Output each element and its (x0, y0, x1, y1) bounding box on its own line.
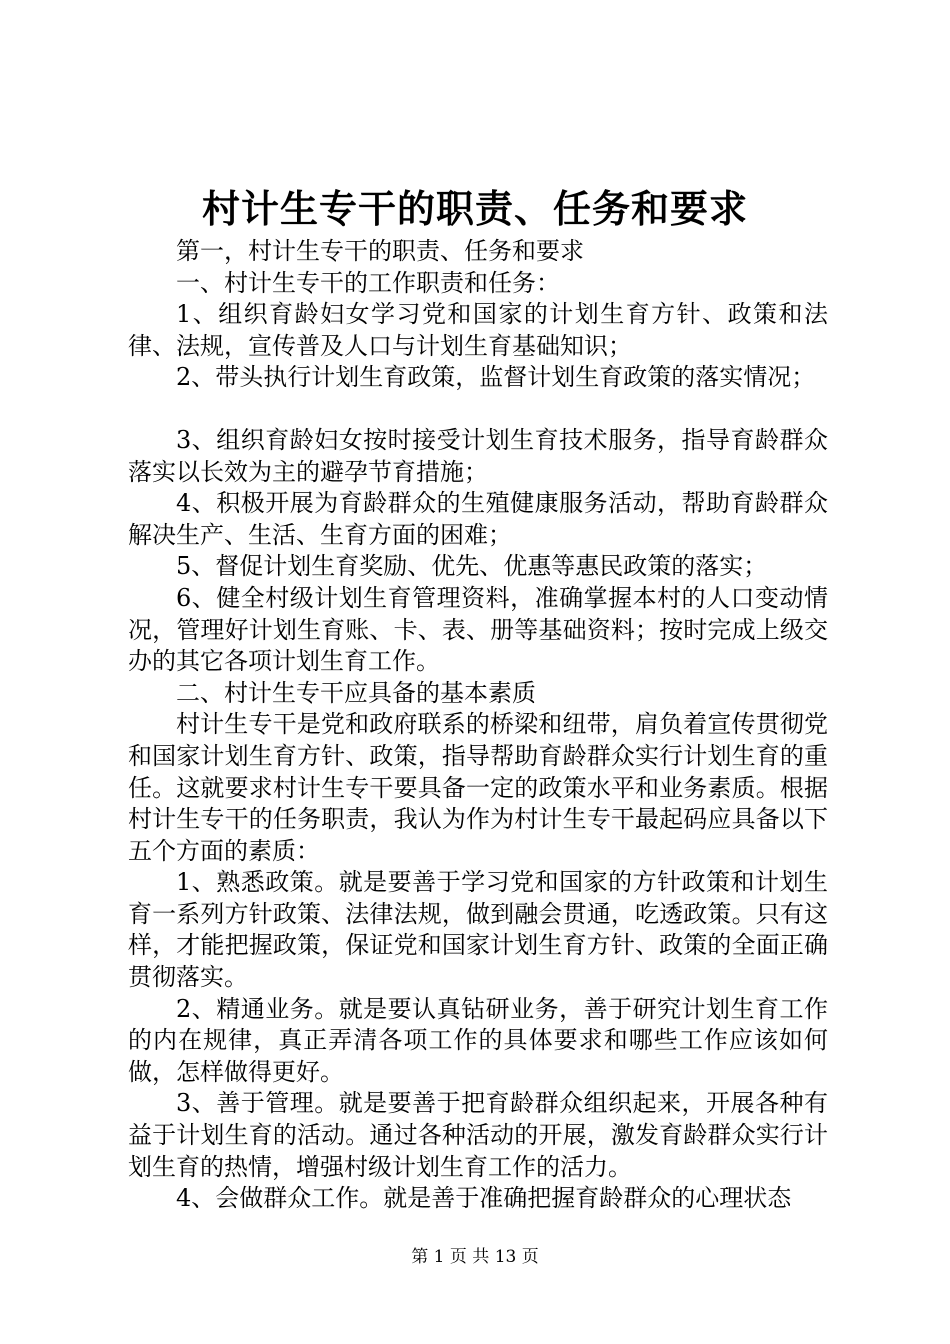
paragraph-intro-heading: 第一，村计生专干的职责、任务和要求 (176, 237, 584, 265)
quality-item-3: 3、善于管理。就是要善于把育龄群众组织起来，开展各种有益于计划生育的活动。通过各种活动的开展，激发育龄群众实行计划生育的热情，增强村级计划生育工作的活力。 (128, 1089, 828, 1181)
section-heading-duties: 一、村计生专干的工作职责和任务： (176, 268, 560, 297)
quality-item-1: 1、熟悉政策。就是要善于学习党和国家的方针政策和计划生育一系列方针政策、法律法规，做到融会贯通，吃透政策。只有这样，才能把握政策，保证党和国家计划生育方针、政策的全面正确贯彻落实。 (128, 868, 828, 992)
duty-item-1: 1、组织育龄妇女学习党和国家的计划生育方针、政策和法律、法规，宣传普及人口与计划生育基础知识； (128, 300, 828, 360)
quality-item-4: 4、会做群众工作。就是善于准确把握育龄群众的心理状态 (176, 1184, 792, 1213)
duty-item-3: 3、组织育龄妇女按时接受计划生育技术服务，指导育龄群众落实以长效为主的避孕节育措施； (128, 425, 828, 486)
document-title: 村计生专干的职责、任务和要求 (201, 186, 748, 231)
section-heading-qualities: 二、村计生专干应具备的基本素质 (176, 678, 536, 707)
page-number-footer: 第 1 页 共 13 页 (411, 1247, 539, 1267)
duty-item-4: 4、积极开展为育龄群众的生殖健康服务活动，帮助育龄群众解决生产、生活、生育方面的困难； (128, 489, 828, 549)
duty-item-5: 5、督促计划生育奖励、优先、优惠等惠民政策的落实； (176, 552, 768, 581)
quality-item-2: 2、精通业务。就是要认真钻研业务，善于研究计划生育工作的内在规律，真正弄清各项工作的具体要求和哪些工作应该如何做，怎样做得更好。 (128, 994, 828, 1086)
duty-item-6: 6、健全村级计划生育管理资料，准确掌握本村的人口变动情况，管理好计划生育账、卡、表、册等基础资料；按时完成上级交办的其它各项计划生育工作。 (128, 583, 828, 676)
qualities-intro: 村计生专干是党和政府联系的桥梁和纽带，肩负着宣传贯彻党和国家计划生育方针、政策，指导帮助育龄群众实行计划生育的重任。这就要求村计生专干要具备一定的政策水平和业务素质。根据村计生专干的任务职责，我认为作为村计生专干最起码应具备以下五个方面的素质： (128, 710, 828, 865)
document-body (128, 236, 828, 1215)
duty-item-2: 2、带头执行计划生育政策，监督计划生育政策的落实情况； (176, 363, 816, 392)
